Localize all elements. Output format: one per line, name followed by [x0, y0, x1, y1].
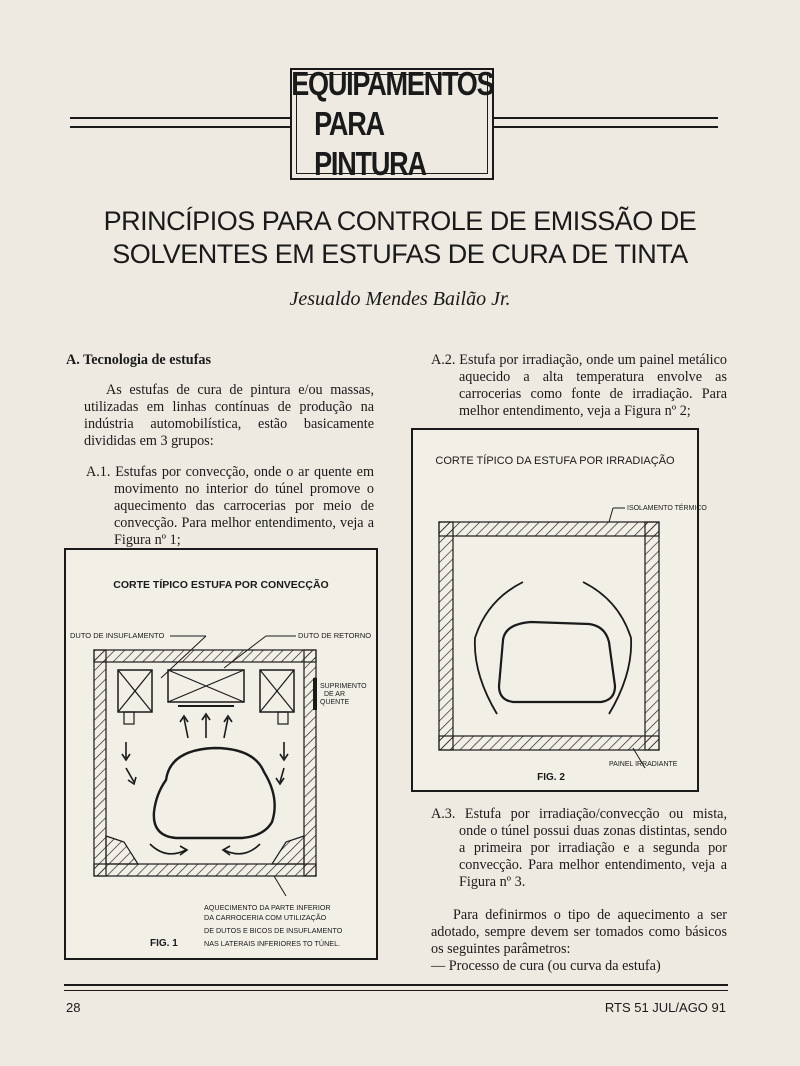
section-header	[290, 65, 494, 182]
figure-2-drawing	[413, 430, 707, 790]
fig1-label-suprimento-3: QUENTE	[320, 699, 350, 706]
left-column	[66, 352, 374, 549]
fig1-label-suprimento-1: SUPRIMENTO	[320, 683, 367, 690]
figure-1-drawing	[66, 550, 376, 958]
fig1-label-duto-insuflamento: DUTO DE INSUFLAMENTO	[70, 631, 165, 640]
article-title-line1: PRINCÍPIOS PARA CONTROLE DE EMISSÃO DE	[103, 206, 697, 236]
header-rule-left-top	[70, 117, 290, 119]
fig2-caption: FIG. 2	[537, 772, 565, 783]
fig1-label-suprimento-2: DE AR	[324, 691, 346, 698]
figure-1	[64, 548, 378, 960]
article-title	[60, 205, 740, 271]
issue-info: RTS 51 JUL/AGO 91	[604, 1000, 726, 1015]
item-a2: A.2. Estufa por irradiação, onde um painel metálico aquecido a alta temperatura envolve as carrocerias como fonte de irradiação. Para melhor entendimento, veja a Figura nº 2;	[431, 352, 727, 419]
fig2-label-isolamento: ISOLAMENTO TÉRMICO	[627, 505, 707, 512]
fig1-caption: FIG. 1	[150, 938, 178, 949]
footer-rule-top	[64, 984, 728, 986]
fig1-note-1: AQUECIMENTO DA PARTE INFERIOR	[204, 903, 331, 912]
article-title-line2: SOLVENTES EM ESTUFAS DE CURA DE TINTA	[112, 239, 688, 269]
header-rule-right-bottom	[490, 126, 718, 128]
footer-rule-bottom	[64, 990, 728, 991]
item-a1: A.1. Estufas por convecção, onde o ar quente em movimento no interior do túnel promove o aquecimento das carrocerias por meio de convecção. Para melhor entendimento, veja a Figura nº 1;	[86, 464, 374, 548]
right-column-bottom	[431, 806, 727, 975]
fig1-note-2: DA CARROCERIA COM UTILIZAÇÃO	[204, 913, 327, 922]
intro-paragraph: As estufas de cura de pintura e/ou massas, utilizadas em linhas contínuas de produção na indústria automobilística, estão basicamente divididas em 3 grupos:	[84, 382, 374, 449]
figure-2	[411, 428, 707, 792]
parameters-bullet: — Processo de cura (ou curva da estufa)	[431, 958, 661, 974]
section-title-line2: PARA PINTURA	[314, 105, 426, 182]
section-title-line1: EQUIPAMENTOS	[290, 65, 494, 102]
fig1-note-4: NAS LATERAIS INFERIORES TO TÚNEL.	[204, 939, 341, 948]
fig1-title: CORTE TÍPICO ESTUFA POR CONVECÇÃO	[113, 579, 329, 591]
right-column-top	[431, 352, 727, 420]
fig1-label-duto-retorno: DUTO DE RETORNO	[298, 631, 372, 640]
item-a3: A.3. Estufa por irradiação/convecção ou mista, onde o túnel possui duas zonas distintas, sendo a primeira por irradiação e a segunda por convecção. Para melhor entendimento, veja a Figura nº 3.	[431, 806, 727, 890]
article-author: Jesualdo Mendes Bailão Jr.	[289, 288, 511, 310]
fig1-note-3: DE DUTOS E BICOS DE INSUFLAMENTO	[204, 926, 343, 935]
header-rule-right-top	[490, 117, 718, 119]
section-heading: A. Tecnologia de estufas	[66, 352, 212, 368]
fig2-label-painel: PAINEL IRRADIANTE	[609, 761, 678, 768]
header-rule-left-bottom	[70, 126, 290, 128]
page-number: 28	[66, 1000, 81, 1015]
parameters-paragraph: Para definirmos o tipo de aquecimento a ser adotado, sempre devem ser tomados como básicos os seguintes parâmetros:	[431, 907, 727, 957]
fig2-title: CORTE TÍPICO DA ESTUFA POR IRRADIAÇÃO	[435, 455, 675, 467]
